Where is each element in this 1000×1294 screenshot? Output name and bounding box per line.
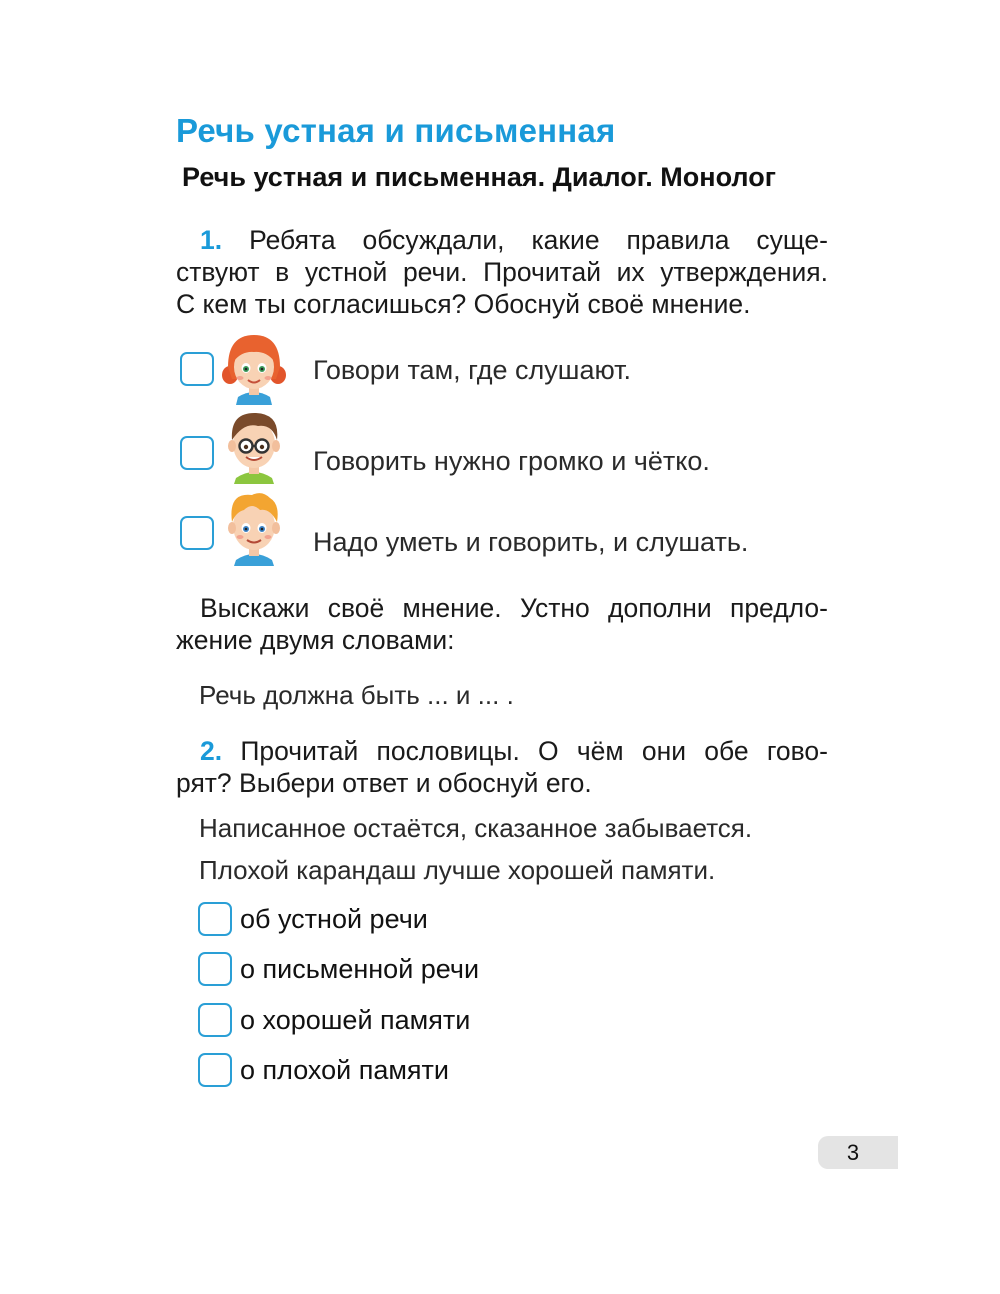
task1-line-3: С кем ты согласишься? Обоснуй своё мнение. <box>176 289 751 319</box>
statement-1-text: Говори там, где слушают. <box>313 355 632 385</box>
option-3-label: о хорошей памяти <box>240 1005 471 1035</box>
option-1-checkbox[interactable] <box>198 902 232 936</box>
task1-text <box>176 224 828 320</box>
option-4-label: о плохой памяти <box>240 1055 449 1085</box>
task2-number: 2. <box>200 736 223 766</box>
statement-1-checkbox[interactable] <box>180 352 214 386</box>
girl-red-hair-icon <box>220 333 288 405</box>
boy-glasses-icon <box>222 410 286 484</box>
statement-3-text: Надо уметь и говорить, и слушать. <box>313 527 749 557</box>
task2-line-2: рят? Выбери ответ и обоснуй его. <box>176 768 592 798</box>
option-3-checkbox[interactable] <box>198 1003 232 1037</box>
option-1-label: об устной речи <box>240 904 428 934</box>
statement-2-checkbox[interactable] <box>180 436 214 470</box>
task1-number: 1. <box>200 225 223 255</box>
option-2-label: о письменной речи <box>240 954 480 984</box>
boy-blond-icon <box>222 492 286 566</box>
opinion-line-2: жение двумя словами: <box>176 625 455 655</box>
sentence-to-complete: Речь должна быть ... и ... . <box>199 680 514 710</box>
page-title: Речь устная и письменная <box>176 112 616 149</box>
lesson-subtitle: Речь устная и письменная. Диалог. Монолог <box>182 162 776 192</box>
statement-3-checkbox[interactable] <box>180 516 214 550</box>
proverb-1: Написанное остаётся, сказанное забывается. <box>199 813 753 843</box>
task1-line-2: ствуют в устной речи. Прочитай их утверждения. <box>176 257 828 287</box>
task2-line-1: 2. Прочитай пословицы. О чём они обе гово- <box>200 736 828 766</box>
option-4-checkbox[interactable] <box>198 1053 232 1087</box>
statement-2-text: Говорить нужно громко и чётко. <box>313 446 710 476</box>
page-number: 3 <box>846 1140 860 1165</box>
proverb-2: Плохой карандаш лучше хорошей памяти. <box>199 855 716 885</box>
task1-line-1: 1. Ребята обсуждали, какие правила суще- <box>200 225 828 255</box>
opinion-prompt <box>176 592 828 656</box>
opinion-line-1: Выскажи своё мнение. Устно дополни предло- <box>200 593 828 623</box>
option-2-checkbox[interactable] <box>198 952 232 986</box>
task2-text <box>176 735 828 799</box>
